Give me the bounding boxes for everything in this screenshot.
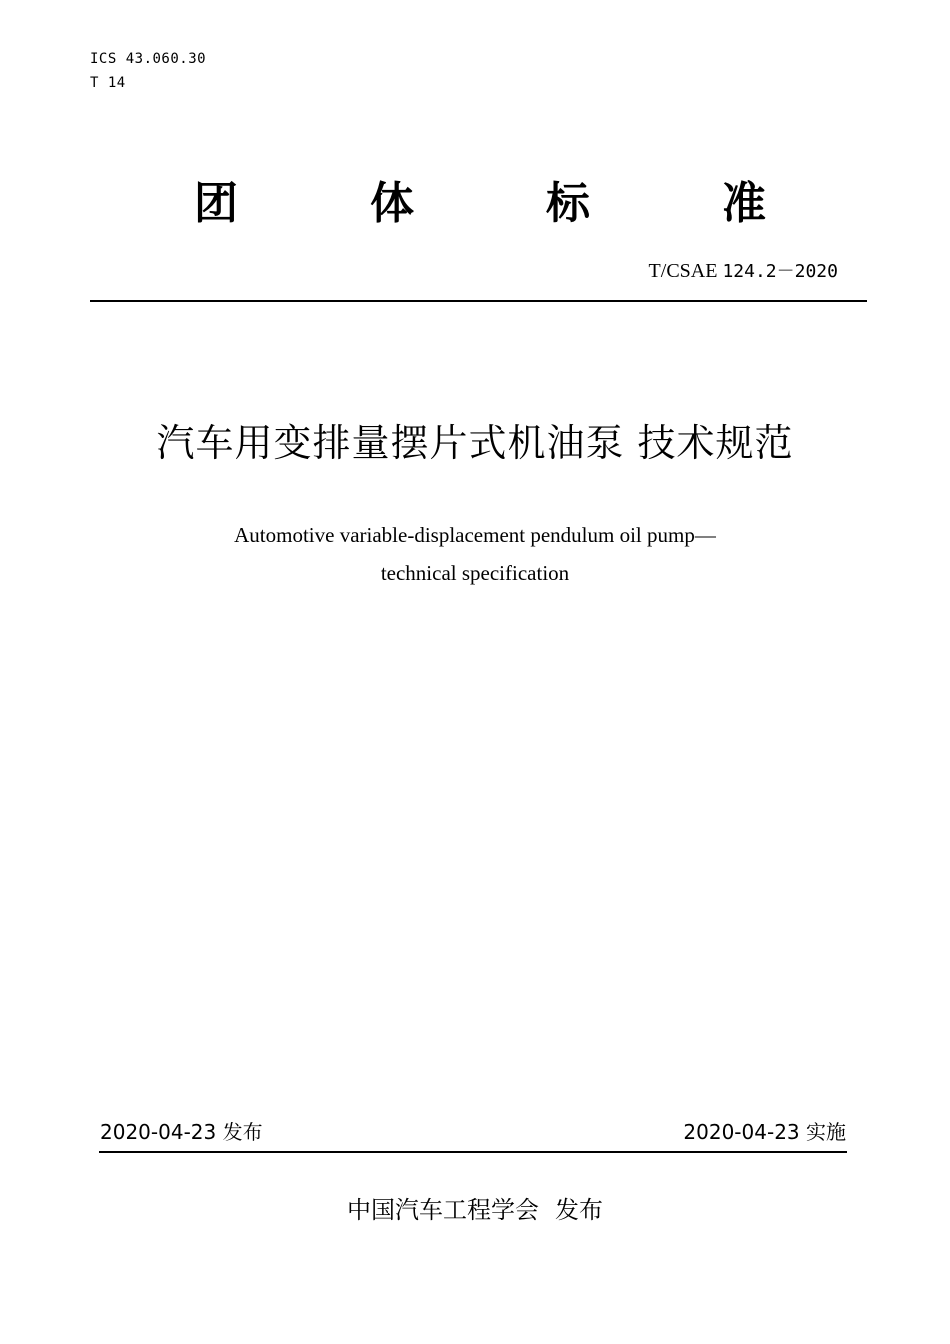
standard-number-value: 124.2－2020 (722, 261, 838, 282)
document-title-english-line-1: Automotive variable-displacement pendulum oil pump— (234, 523, 716, 547)
publisher-org: 中国汽车工程学会 (347, 1196, 539, 1224)
publish-date: 2020-04-23 发布 (100, 1120, 263, 1144)
ics-code: ICS 43.060.30 (90, 51, 207, 67)
standard-type-char: 标 (546, 178, 590, 229)
document-title-english-line-2: technical specification (380, 561, 570, 585)
standard-type-heading (190, 178, 770, 230)
standard-number-prefix: T/CSAE (648, 260, 723, 282)
footer-divider (99, 1151, 847, 1153)
classification-code: T 14 (90, 75, 126, 91)
standard-type-char: 准 (722, 178, 766, 229)
standard-type-char: 体 (370, 178, 414, 229)
standard-number (649, 258, 838, 285)
document-title-chinese: 汽车用变排量摆片式机油泵 技术规范 (156, 421, 794, 465)
effective-date: 2020-04-23 实施 (683, 1120, 846, 1144)
publisher-action: 发布 (555, 1196, 603, 1224)
header-divider (90, 300, 867, 302)
publisher-line (0, 1194, 950, 1226)
standard-type-char: 团 (194, 178, 238, 229)
